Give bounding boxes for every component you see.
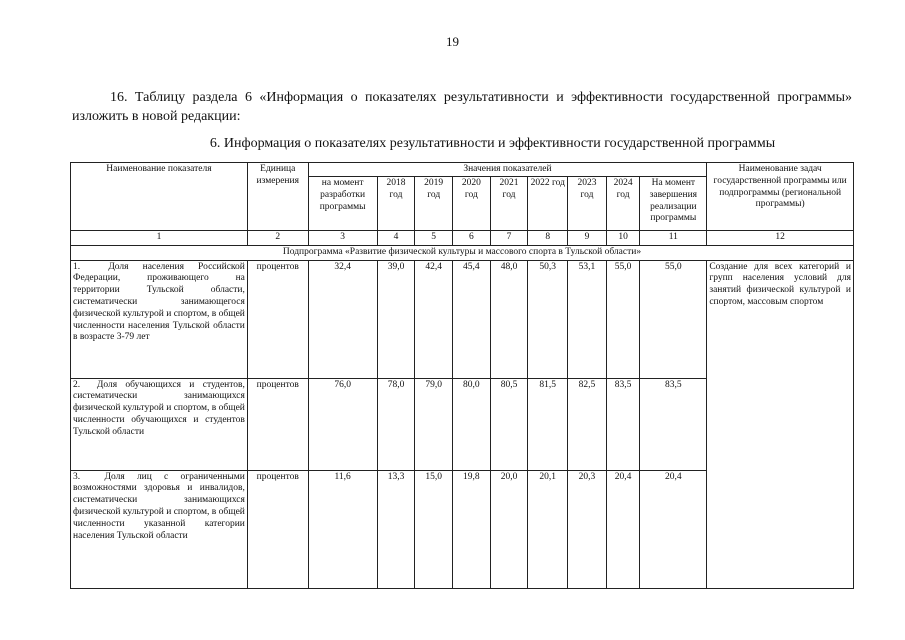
- header-year: 2019 год: [415, 177, 453, 231]
- value-cell: 19,8: [453, 470, 491, 588]
- intro-text: 16. Таблицу раздела 6 «Информация о показателях результативности и эффективности государственной программы» изложить в новой редакции:: [72, 90, 852, 124]
- unit-cell: процентов: [247, 260, 308, 378]
- value-cell: 13,3: [377, 470, 415, 588]
- header-year: 2021 год: [490, 177, 528, 231]
- subprogram-title: Подпрограмма «Развитие физической культуры и массового спорта в Тульской области»: [71, 245, 854, 260]
- value-cell: 76,0: [308, 378, 377, 470]
- row-number: 3.: [73, 471, 81, 482]
- page-number: 19: [446, 34, 459, 49]
- header-row-1: [71, 163, 854, 177]
- header-tasks: Наименование задач государственной программы или подпрограммы (региональной программы): [707, 163, 854, 231]
- indicator-name-cell: [71, 470, 248, 588]
- column-number-row: [71, 231, 854, 246]
- value-cell: 50,3: [528, 260, 568, 378]
- value-cell: 11,6: [308, 470, 377, 588]
- column-number: 10: [606, 231, 639, 246]
- header-year: 2023 год: [568, 177, 607, 231]
- value-cell: 83,5: [606, 378, 639, 470]
- column-number: 7: [490, 231, 528, 246]
- indicator-name: Доля населения Российской Федерации, проживающего на территории Тульской области, систематически занимающегося физической культурой и спортом, в общей численности населения Тульской области в возрасте 3-79 лет: [73, 261, 245, 343]
- value-cell: 55,0: [640, 260, 707, 378]
- value-cell: 39,0: [377, 260, 415, 378]
- section-title: 6. Информация о показателях результативности и эффективности государственной программы: [209, 136, 776, 151]
- value-cell: 20,0: [490, 470, 528, 588]
- value-cell: 80,5: [490, 378, 528, 470]
- header-indicator-name: Наименование показателя: [71, 163, 248, 231]
- value-cell: 79,0: [415, 378, 453, 470]
- value-cell: 78,0: [377, 378, 415, 470]
- column-number: 11: [640, 231, 707, 246]
- column-number: 5: [415, 231, 453, 246]
- value-cell: 15,0: [415, 470, 453, 588]
- value-cell: 20,1: [528, 470, 568, 588]
- header-at-completion: На момент завершения реализации программы: [640, 177, 707, 231]
- value-cell: 53,1: [568, 260, 607, 378]
- header-at-development: на момент разработки программы: [308, 177, 377, 231]
- indicators-table: [70, 162, 854, 589]
- header-year: 2024 год: [606, 177, 639, 231]
- column-number: 1: [71, 231, 248, 246]
- value-cell: 20,4: [640, 470, 707, 588]
- header-unit: Единица измерения: [247, 163, 308, 231]
- column-number: 4: [377, 231, 415, 246]
- column-number: 6: [453, 231, 491, 246]
- value-cell: 83,5: [640, 378, 707, 470]
- header-values-group: Значения показателей: [308, 163, 707, 177]
- indicator-name-cell: [71, 260, 248, 378]
- table-row: [71, 260, 854, 378]
- column-number: 3: [308, 231, 377, 246]
- column-number: 12: [707, 231, 854, 246]
- value-cell: 48,0: [490, 260, 528, 378]
- value-cell: 82,5: [568, 378, 607, 470]
- value-cell: 55,0: [606, 260, 639, 378]
- header-year: 2020 год: [453, 177, 491, 231]
- unit-cell: процентов: [247, 470, 308, 588]
- task-description: Создание для всех категорий и групп населения условий для занятий физической культурой и спортом, массовым спортом: [707, 260, 854, 588]
- indicator-name: Доля лиц с ограниченными возможностями здоровья и инвалидов, систематически занимающихся физической культурой и спортом, в общей численности указанной категории населения Тульской области: [73, 471, 245, 541]
- column-number: 8: [528, 231, 568, 246]
- subprogram-row: [71, 245, 854, 260]
- value-cell: 32,4: [308, 260, 377, 378]
- value-cell: 45,4: [453, 260, 491, 378]
- unit-cell: процентов: [247, 378, 308, 470]
- row-number: 2.: [73, 379, 81, 390]
- value-cell: 20,3: [568, 470, 607, 588]
- column-number: 2: [247, 231, 308, 246]
- indicator-name: Доля обучающихся и студентов, систематически занимающихся физической культурой и спортом, в общей численности обучающихся и студентов Тульской области: [73, 379, 245, 437]
- row-number: 1.: [73, 261, 81, 272]
- value-cell: 80,0: [453, 378, 491, 470]
- value-cell: 20,4: [606, 470, 639, 588]
- indicator-name-cell: [71, 378, 248, 470]
- value-cell: 42,4: [415, 260, 453, 378]
- intro-paragraph: [72, 88, 852, 126]
- header-year: 2018 год: [377, 177, 415, 231]
- header-year: 2022 год: [528, 177, 568, 231]
- column-number: 9: [568, 231, 607, 246]
- value-cell: 81,5: [528, 378, 568, 470]
